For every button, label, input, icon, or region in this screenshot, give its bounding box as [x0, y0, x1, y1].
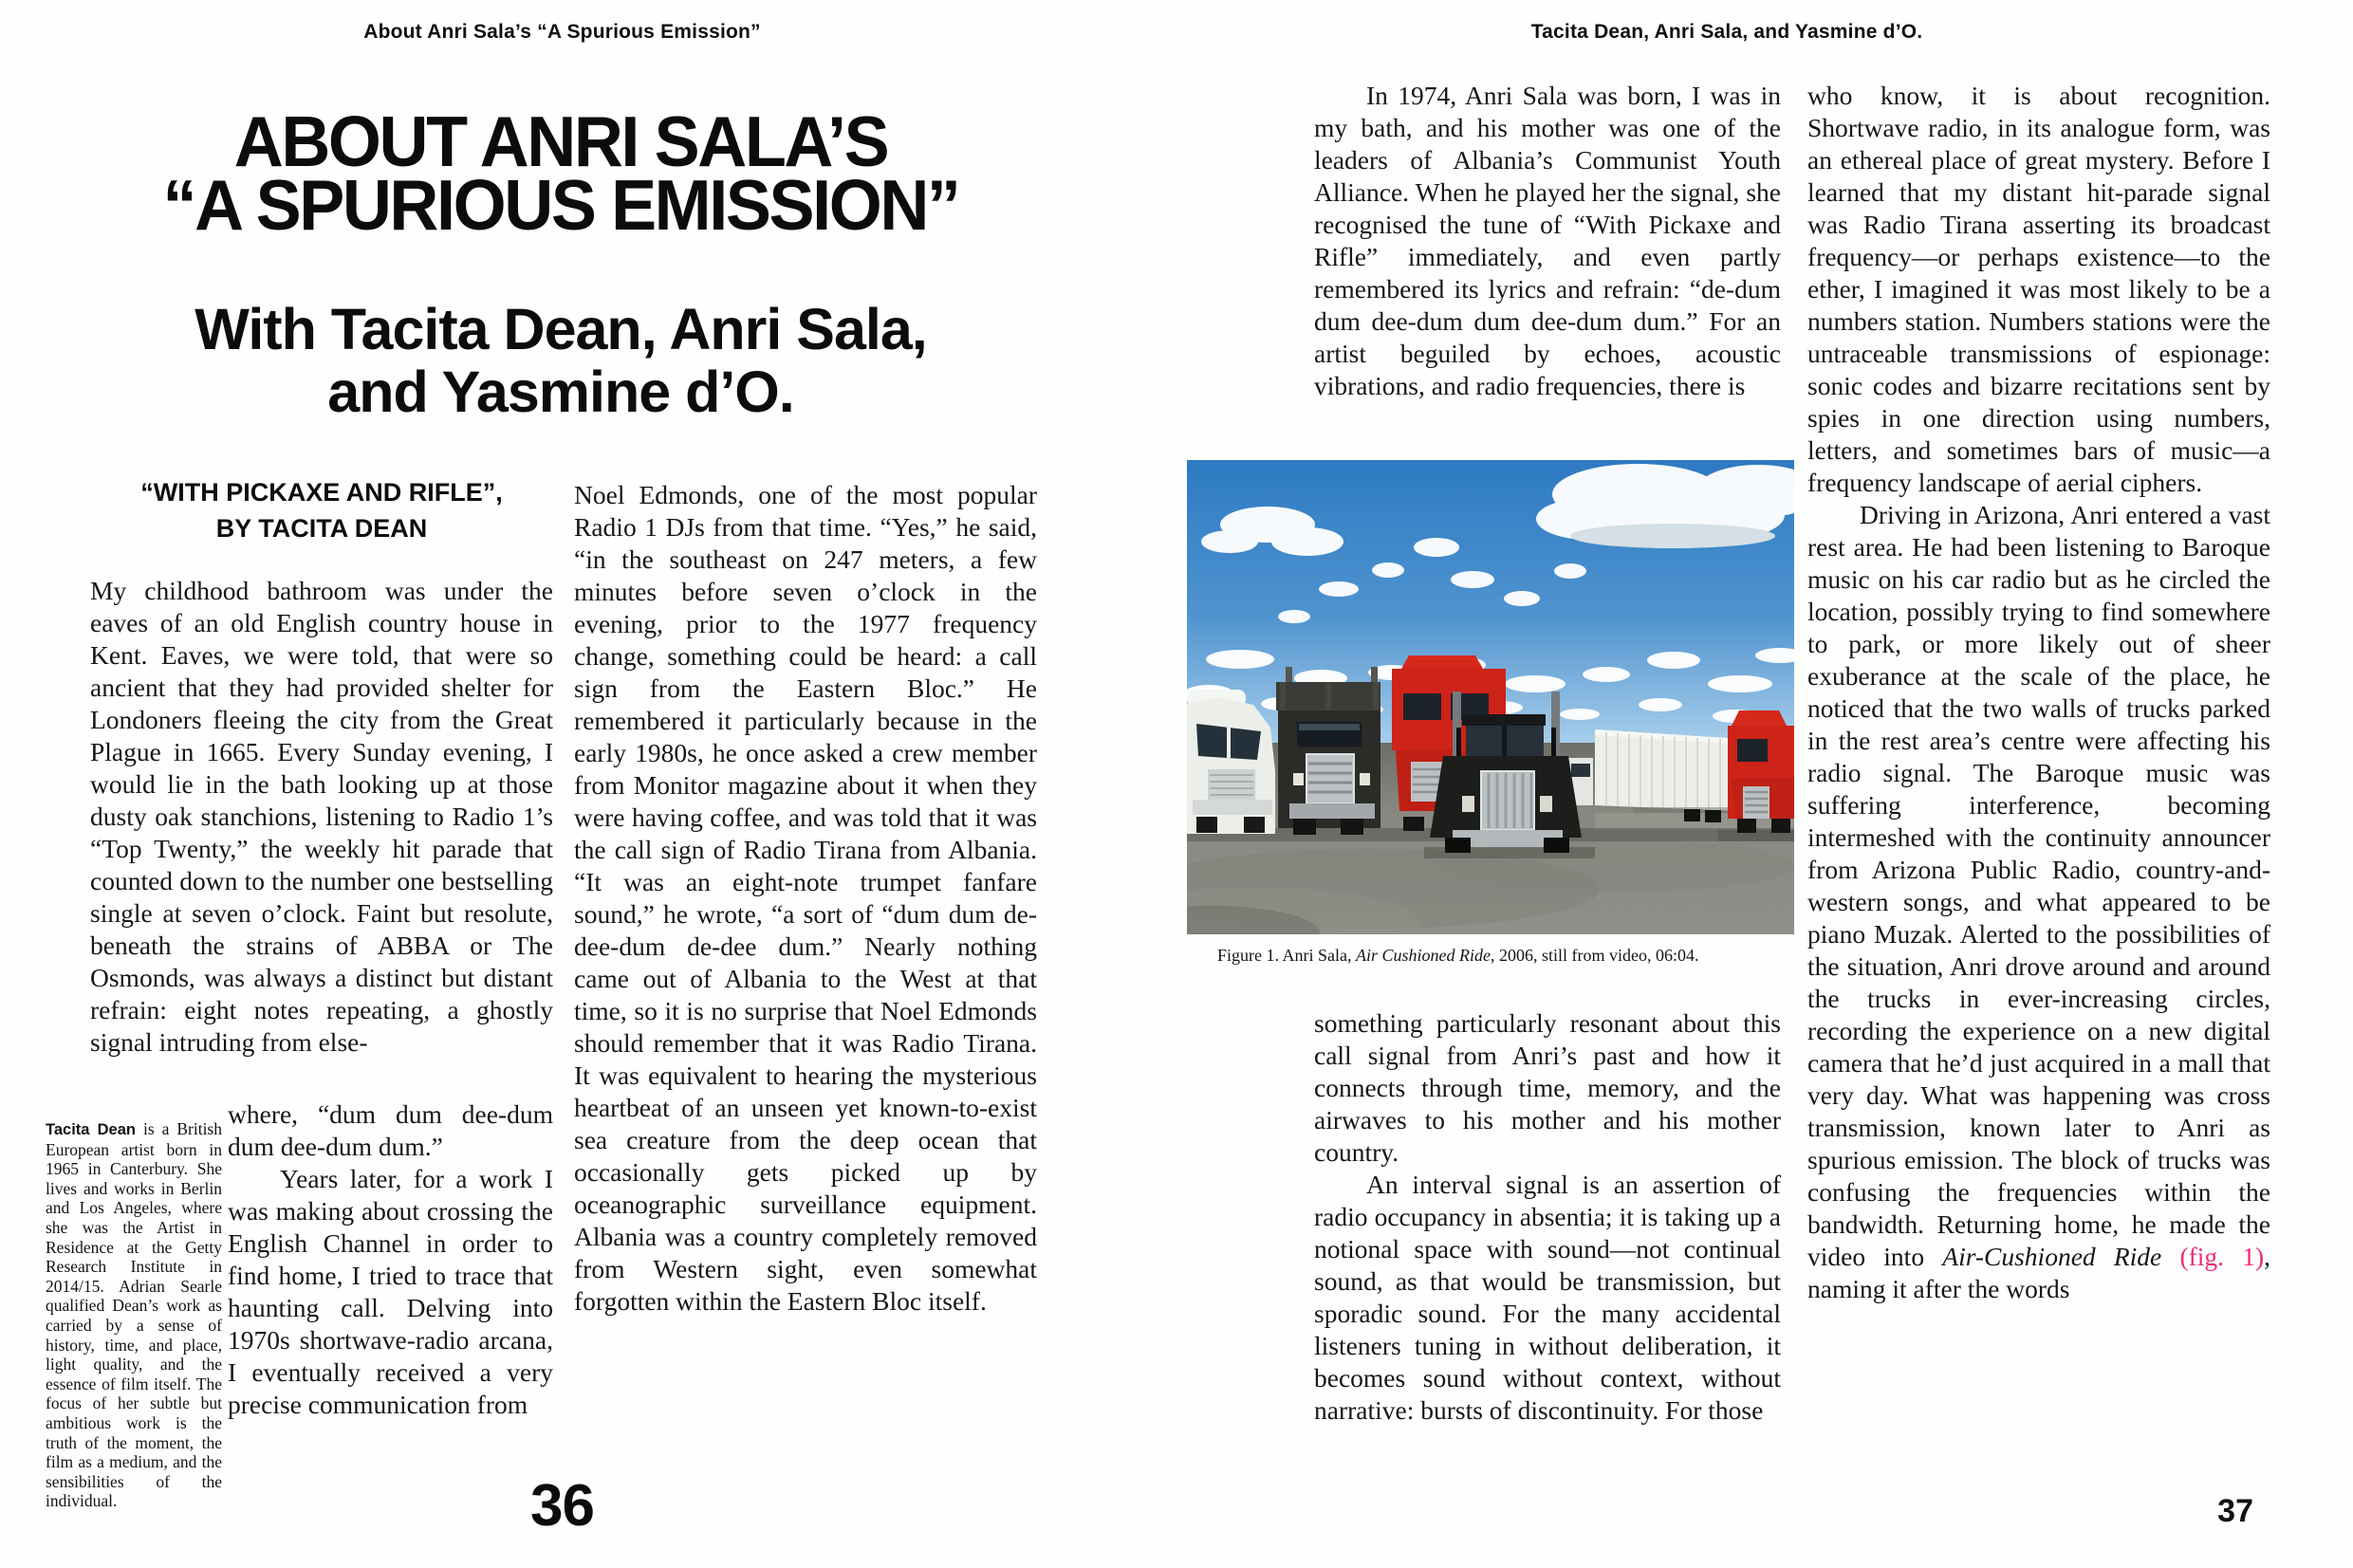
margin-note-text: is a British European artist born in 1965 in Canterbury. She lives and works in Berlin and Los Angeles, where she was the Artist in Residence at the Getty Research Institute in 2014/15. Adrian Searle qualified Dean’s work as carried by a sense of history, time, and place, light quality, and the essence of film itself. The focus of her subtle but ambitious work is the truth of the moment, the film as a medium, and the sensibilities of the individual.: [46, 1119, 222, 1511]
page-number-36: 36: [530, 1473, 594, 1539]
figure-1: [1187, 460, 1794, 934]
article-title: [75, 101, 1046, 245]
body-column-1-lower: where, “dum dum dee-dum dum dee-dum dum.” Years later, for a work I was making about crossing the English Channel in order to find home, I tried to trace that haunting call. Delving into 1970s shortwave-radio arcana, I eventually received a very precise communication from: [228, 1099, 553, 1419]
article-title-line-1: ABOUT ANRI SALA’S: [233, 101, 888, 181]
body-column-3-lower: something particularly resonant about this call signal from Anri’s past and how it connects through time, memory, and the airwaves to his mother and his mother country. An interval signal is an assertion of radio occupancy in absentia; it is taking up a notional space with sound—not continual sound, as that would be transmission, but sporadic sound. For the many accidental listeners tuning in without deliberation, it becomes sound without context, without narrative: bursts of discontinuity. For those: [1314, 1008, 1781, 1425]
truck-red-right: [1728, 710, 1794, 833]
article-subtitle-line-1: With Tacita Dean, Anri Sala,: [195, 297, 927, 361]
section-heading-line-2: BY TACITA DEAN: [215, 514, 428, 543]
margin-note-lead: Tacita Dean: [46, 1121, 136, 1138]
body-column-3-upper: In 1974, Anri Sala was born, I was in my bath, and his mother was one of the leaders of Albania’s Communist Youth Alliance. When he played her the signal, she recognised the tune of “With Pickaxe and Rifle” immediately, and even partly remembered its lyrics and refrain: “de-dum dum dee-dum dum dee-dum dum.” For an artist beguiled by echoes, acoustic vibrations, and radio frequencies, there is: [1314, 81, 1781, 400]
page-number-37: 37: [2217, 1493, 2253, 1529]
body-column-2: Noel Edmonds, one of the most popular Radio 1 DJs from that time. “Yes,” he said, “in the southeast on 247 meters, a few minutes before seven o’clock in the evening, prior to the 1977 frequency change, something could be heard: a call sign from the Eastern Bloc.” He remembered it particularly because in the early 1980s, he once asked a crew member from Monitor magazine about it when they were having coffee, and was told that it was the call sign of Radio Tirana from Albania. “It was an eight-note trumpet fanfare sound,” he wrote, “a sort of “dum dum de-dee-dum de-dee dum.” Nearly nothing came out of Albania to the West at that time, so it is no surprise that Noel Edmonds should remember that it was Radio Tirana. It was equivalent to hearing the mysterious heartbeat of an unseen yet known-to-exist sea creature from the deep ocean that occasionally gets picked up by oceanographic surveillance equipment. Albania was a country completely removed from Western sight, even somewhat forgotten within the Eastern Bloc itself.: [574, 480, 1037, 1316]
section-heading: [90, 474, 553, 546]
article-subtitle: [55, 298, 1066, 423]
body-column-1-upper: My childhood bathroom was under the eaves of an old English country house in Kent. Eaves, we were told, that were so ancient that they had provided shelter for Londoners fleeing the city from the Great Plague in 1665. Every Sunday evening, I would lie in the bath looking up at those dusty oak stanchions, listening to Radio 1’s “Top Twenty,” the weekly hit parade that counted down to the number one bestselling single at seven o’clock. Faint but resolute, beneath the strains of ABBA or The Osmonds, was always a distinct but distant refrain: eight notes repeating, a ghostly signal intruding from else-: [90, 576, 553, 1057]
figure-caption: Figure 1. Anri Sala, Air Cushioned Ride, 2006, still from video, 06:04.: [1217, 946, 1699, 965]
margin-note: [46, 1119, 222, 1511]
trucks-photo: [1187, 460, 1794, 934]
section-heading-line-1: “WITH PICKAXE AND RIFLE”,: [140, 478, 503, 507]
running-head-left: About Anri Sala’s “A Spurious Emission”: [363, 21, 761, 43]
body-column-4: who know, it is about recognition. Shortwave radio, in its analogue form, was an ethereal place of great mystery. Before I learned that my distant hit-parade signal was Radio Tirana asserting its broadcast frequency—or perhaps existence—to the ether, I imagined it was most likely to be a numbers station. Numbers stations were the untraceable transmissions of espionage: sonic codes and bizarre recitations sent by spies in one direction using numbers, letters, and sometimes bars of music—a frequency landscape of aerial ciphers. Driving in Arizona, Anri entered a vast rest area. He had been listening to Baroque music on his car radio but as he circled the location, possibly trying to find somewhere to park, or more likely out of sheer exuberance at the scale of the place, he noticed that the two walls of trucks parked in the rest area’s centre were affecting his radio signal. The Baroque music was suffering interference, becoming intermeshed with the continuity announcer from Arizona Public Radio, country-and-western songs, and what appeared to be piano Muzak. Alerted to the possibilities of the situation, Anri drove around and around the trucks in ever-increasing circles, recording the experience on a new digital camera that he’d just acquired in a mall that very day. What was happening was cross transmission, known later to Anri as spurious emission. The block of trucks was confusing the frequencies within the bandwidth. Returning home, he made the video into Air-Cushioned Ride (fig. 1), naming it after the words: [1807, 81, 2270, 1303]
article-subtitle-line-2: and Yasmine d’O.: [327, 360, 794, 424]
truck-car-hauler: [1276, 667, 1380, 835]
running-head-right: Tacita Dean, Anri Sala, and Yasmine d’O.: [1530, 21, 1923, 43]
article-title-line-2: “A SPURIOUS EMISSION”: [162, 165, 959, 245]
